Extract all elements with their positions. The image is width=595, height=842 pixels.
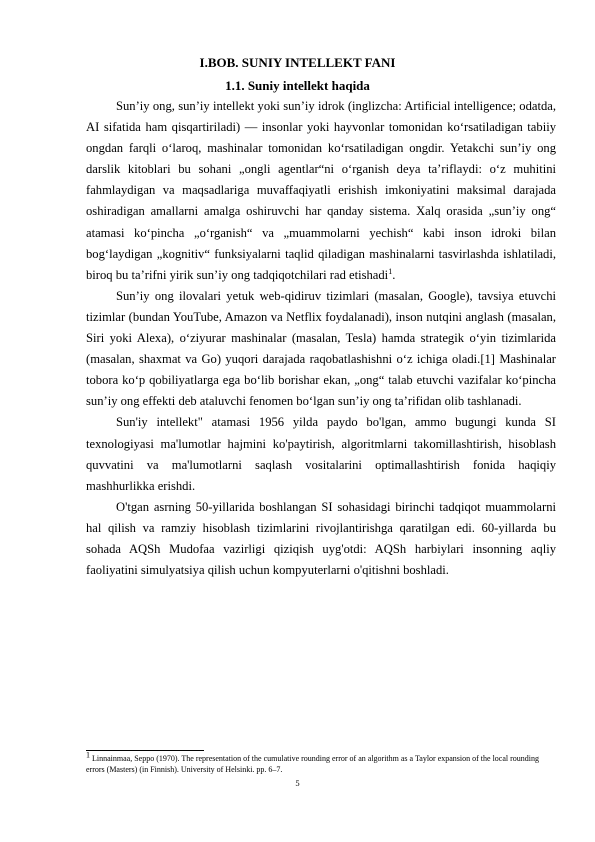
paragraph-3: Sun'iy intellekt" atamasi 1956 yilda paydo bo'lgan, ammo bugungi kunda SI texnologiyasi ma'lumotlar hajmini ko'paytirish, algoritmlarni takomillashtirish, hisoblash quvvatini va ma'lumotlarni saqlash vositalarini optimallashtirish fonida haqiqiy mashhurlikka erishdi. — [86, 415, 556, 493]
page-number: 5 — [295, 778, 300, 788]
footnote — [86, 750, 556, 775]
footnote-text: Linnainmaa, Seppo (1970). The representation of the cumulative rounding error of an algorithm as a Taylor expansion of the local rounding errors (Masters) (in Finnish). University of Helsinki. pp. 6–7. — [86, 754, 540, 774]
section-title: 1.1. Suniy intellekt haqida — [225, 78, 370, 93]
paragraph-2: Sun’iy ong ilovalari yetuk web-qidiruv tizimlari (masalan, Google), tavsiya etuvchi tizimlar (bundan YouTube, Amazon va Netflix foydalanadi), inson nutqini anglash (masalan, Siri yoki Alexa), o‘ziyurar mashinalar (masalan, Tesla) hamda strategik o‘yin tizimlarida (masalan, shaxmat va Go) yuqori darajada raqobatlashishni o‘z ichiga oladi.[1] Mashinalar tobora ko‘p qobiliyatlarga ega bo‘lib borishar ekan, „ong“ talab etuvchi vazifalar ko‘pincha sun’iy ong effekti deb ataluvchi fenomen bo‘lgan sun’iy ong ta’rifidan olib tashlanadi. — [86, 288, 556, 409]
paragraph-4: O'tgan asrning 50-yillarida boshlangan SI sohasidagi birinchi tadqiqot muammolarni hal qilish va ramziy hisoblash tizimlarini rivojlantirishga qaratilgan edi. 60-yillarda bu sohada AQSh Mudofaa vazirligi qiziqish uyg'otdi: AQSh harbiylari insonning aqliy faoliyatini simulyatsiya qilish uchun kompyuterlarni o'qitishni boshladi. — [86, 499, 556, 578]
chapter-title: I.BOB. SUNIY INTELLEKT FANI — [199, 55, 396, 70]
paragraph-1: Sun’iy ong, sun’iy intellekt yoki sun’iy idrok (inglizcha: Artificial intelligence; odatda, AI sifatida ham qisqartiriladi) — insonlar yoki hayvonlar tomonidan ko‘rsatiladigan tabiiy ongdan farqli o‘laroq, mashinalar tomonidan ko‘rsatiladigan ongdir. Yetakchi sun’iy ong darslik kitoblari bu sohani „ongli agentlar“ni o‘rganish deya ta’riflaydi: o‘z muhitini fahmlaydigan va maqsadlariga muvaffaqiyatli erishish imkoniyatini maksimal darajada oshiradigan amallarni amalga oshiruvchi har qanday sistema. Xalq orasida „sun’iy ong“ atamasi ko‘pincha „o‘rganish“ va „muammolarni yechish“ kabi inson idroki bilan bog‘laydigan „kognitiv“ funksiyalarni taqlid qiladigan mashinalarni tasvirlashda ishlatiladi, biroq bu ta’rifni yirik sun’iy ong tadqiqotchilari rad etishadi$^1$. — [86, 99, 556, 282]
footnote-divider — [86, 750, 204, 751]
footnote-reference: 1 — [388, 266, 393, 276]
footnote-marker: 1 — [86, 750, 90, 760]
paragraph-1-text: Sun’iy ong, sun’iy intellekt yoki sun’iy idrok (inglizcha: Artificial intelligence; odatda, AI sifatida ham qisqartiriladi) — insonlar yoki hayvonlar tomonidan ko‘rsatiladigan tabiiy ongdan farqli o‘laroq, mashinalar tomonidan ko‘rsatiladigan ongdir. Yetakchi sun’iy ong darslik kitoblari bu sohani „ongli agentlar“ni o‘rganish deya ta’riflaydi: o‘z muhitini fahmlaydigan va maqsadlariga muvaffaqiyatli erishish imkoniyatini maksimal darajada oshiradigan amallarni amalga oshiruvchi har qanday sistema. Xalq orasida „sun’iy ong“ atamasi ko‘pincha „o‘rganish“ va „muammolarni yechish“ kabi inson idroki bilan bog‘laydigan „kognitiv“ funksiyalarni taqlid qiladigan mashinalarni tasvirlashda ishlatiladi, biroq bu ta’rifni yirik sun’iy ong tadqiqotchilari rad etishadi — [86, 99, 556, 282]
body-text — [86, 96, 556, 581]
